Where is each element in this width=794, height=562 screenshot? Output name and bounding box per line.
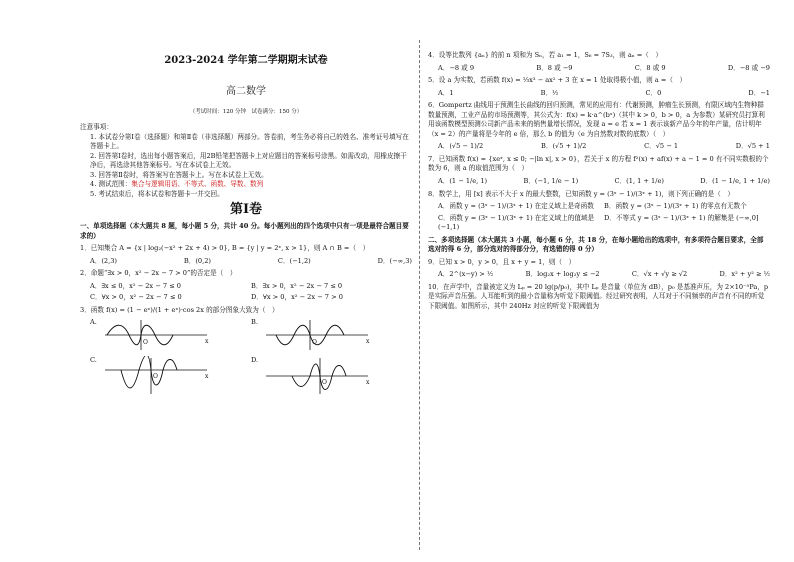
option[interactable]: D．x² + y² ≥ ½ xyxy=(719,270,770,279)
question-stem: 3．函数 f(x) = (1 − eˣ)/(1 + eˣ)·cos 2x 的部分图象大致为（ ） xyxy=(80,306,279,315)
option-label: B. xyxy=(251,317,258,326)
graph-options xyxy=(90,318,412,396)
question-7 xyxy=(428,155,770,187)
question-options xyxy=(90,282,412,303)
question-options xyxy=(438,142,770,152)
question-stem: 10．在声学中，音量被定义为 Lₚ = 20 lg(p/p₀)，其中 Lₚ 是音量（单位为 dB），p₀ 是基准声压，为 2×10⁻⁵Pa，p 是实际声音压强。人耳能听到的最小音量称为听觉下限阈值。经过研究表明，人耳对于不同频率的声音有不同的听觉下限阈值。如图所示，其中 240Hz 对应的听觉下限阈值为 xyxy=(428,282,769,311)
graph-option-c[interactable] xyxy=(90,356,251,396)
option[interactable]: B．(0,2) xyxy=(183,256,211,265)
option[interactable]: A．函数 y = (3ˣ − 1)/(3ˣ + 1) 在定义域上是奇函数 xyxy=(438,202,594,211)
option[interactable]: A．1 xyxy=(438,88,454,97)
question-stem: 6．Gompertz 曲线用于预测生长曲线的回归预测，常见的应用有：代谢预测，肿瘤生长预测，有限区域内生物种群数量预测，工业产品的市场预测等，其公式为：f(x) = k·a^(bˣ)（其中 k > 0，b > 0，a 为参数）某研究员打算利用该函数模型预测公司新产品未来的销售量增长情况，发现 a = e 若 x = 1 表示该新产品今年的年产量，估计明年（x = 2）的产量将是今年的 e 倍，那么 b 的值为（e 为自然数对数的底数）（ ） xyxy=(428,101,765,138)
question-options xyxy=(438,202,770,233)
question-stem: 2．命题“∃x > 0，x² − 2x − 7 > 0”的否定是（ ） xyxy=(80,269,237,278)
option[interactable]: A．(√5 − 1)/2 xyxy=(438,142,484,151)
question-options xyxy=(438,64,770,74)
question-options xyxy=(438,270,770,280)
exam-title: 2023-2024 学年第二学期期末试卷 xyxy=(164,55,328,66)
section-heading: 二、多项选择题（本大题共 3 小题，每小题 6 分，共 18 分，在每小题给出的选项中，有多项符合题目要求，全部选对的得 6 分，部分选对的得部分分，有选错的得 0 分） xyxy=(428,235,764,254)
option[interactable]: B．函数 y = (3ˣ − 1)/(3ˣ + 1) 的零点有无数个 xyxy=(604,202,747,211)
option-label: C. xyxy=(90,355,97,364)
option[interactable]: A．−8 或 9 xyxy=(438,63,475,72)
option[interactable]: C．√x + √y ≥ √2 xyxy=(631,270,688,279)
notice-item: 1. 本试卷分第Ⅰ卷（选择题）和第Ⅱ卷（非选择题）两部分。答卷前，考生务必将自己的姓名、准考证号填写在答题卡上。 xyxy=(90,132,409,151)
question-options xyxy=(90,257,412,267)
question-options xyxy=(438,89,770,99)
question-2 xyxy=(80,269,412,303)
option[interactable]: D．不等式 y = (3ˣ − 1)/(3ˣ + 1) 的解集是 (−∞,0] xyxy=(604,213,759,222)
section-heading: 一、单项选择题（本大题共 8 题，每小题 5 分，共计 40 分。每小题列出的四个选项中只有一项是最符合题目要求的） xyxy=(80,222,409,240)
notice-list xyxy=(90,133,412,200)
svg-text:O: O xyxy=(142,338,148,346)
graph-option-d[interactable] xyxy=(251,356,412,396)
exam-info: （考试时间：120 分钟 试卷满分：150 分） xyxy=(189,109,303,115)
svg-text:O: O xyxy=(311,338,317,346)
notice-item-label: 4. 测试范围： xyxy=(90,180,132,189)
question-stem: 8．数学上，用 [x] 表示不大于 x 的最大整数，已知函数 y = (3ˣ − 1)/(3ˣ + 1)，则下列正确的是（ ） xyxy=(428,189,735,198)
graph-option-b[interactable] xyxy=(251,318,412,352)
option[interactable]: D．(−∞,3) xyxy=(377,256,412,265)
svg-text:x: x xyxy=(204,337,209,345)
option[interactable]: B．(−1, 1/e − 1) xyxy=(523,177,579,186)
volume-title: 第Ⅰ卷 xyxy=(229,202,263,218)
function-graph-a xyxy=(101,318,211,352)
option[interactable]: D．−8 或 −9 xyxy=(727,63,770,72)
svg-text:x: x xyxy=(366,378,370,386)
option[interactable]: C．8 或 9 xyxy=(634,63,666,72)
notice-heading: 注意事项： xyxy=(80,122,113,131)
question-3 xyxy=(80,306,412,396)
question-4 xyxy=(428,51,770,73)
option[interactable]: C．√5 − 1 xyxy=(644,142,679,151)
function-graph-d xyxy=(262,356,372,396)
notice-item: 5. 考试结束后，将本试卷和答题卡一并交回。 xyxy=(90,189,224,198)
question-stem: 9．已知 x > 0，y > 0，且 x + y = 1，则（ ） xyxy=(428,257,576,266)
svg-text:O: O xyxy=(322,378,328,386)
option[interactable]: A．2^(x−y) > ½ xyxy=(438,270,494,279)
question-stem: 5．设 a 为实数，若函数 f(x) = ⅓x³ − ax² + 3 在 x = 1 处取得极小值，则 a =（ ） xyxy=(428,76,687,85)
question-8 xyxy=(428,190,770,233)
function-graph-b xyxy=(262,318,372,352)
question-stem: 1．已知集合 A = {x | log₂(−x² + 2x + 4) > 0}, B = {y | y = 2ˣ, x > 1}，则 A ∩ B =（ ） xyxy=(80,244,370,253)
option[interactable]: D．√5 + 1 xyxy=(735,142,770,151)
option[interactable]: A．∃x ≤ 0，x² − 2x − 7 ≤ 0 xyxy=(90,281,181,290)
column-divider xyxy=(419,40,420,550)
exam-subject: 高二数学 xyxy=(226,85,266,97)
question-stem: 7．已知函数 f(x) = {xeˣ, x ≤ 0; −|ln x|, x > 0}，若关于 x 的方程 f²(x) + af(x) + a − 1 = 0 有不同实数根的个数为 6，则 a 的取值范围为（ ） xyxy=(428,154,769,173)
option[interactable]: C．∀x > 0，x² − 2x − 7 ≤ 0 xyxy=(90,293,182,302)
question-9 xyxy=(428,258,770,280)
option[interactable]: B．log₂x + log₂y ≤ −2 xyxy=(525,270,600,279)
option[interactable]: D．−1 xyxy=(748,88,770,97)
option-label: A. xyxy=(90,317,97,326)
option[interactable]: C．(1, 1 + 1/e) xyxy=(614,177,664,186)
option[interactable]: C．0 xyxy=(645,88,662,97)
notice-item xyxy=(90,180,412,190)
option[interactable]: A．(2,3) xyxy=(90,256,117,265)
right-column xyxy=(428,48,770,312)
option[interactable]: B．∃x > 0，x² − 2x − 7 ≤ 0 xyxy=(251,281,343,290)
option[interactable]: B．(√5 + 1)/2 xyxy=(541,142,587,151)
svg-text:x: x xyxy=(204,372,209,380)
notice-item: 2. 回答第Ⅰ卷时，选出每小题答案后，用2B铅笔把答题卡上对应题目的答案标号涂黑。如需改动，用橡皮擦干净后，再选涂其他答案标号。写在本试卷上无效。 xyxy=(90,151,407,170)
option[interactable]: D．∀x > 0，x² − 2x − 7 > 0 xyxy=(251,293,343,302)
option[interactable]: A．(1 − 1/e, 1) xyxy=(438,177,488,186)
option[interactable]: C．函数 y = (3ˣ − 1)/(3ˣ + 1) 在定义域上的值域是 (−1,1) xyxy=(438,213,595,232)
option-label: D. xyxy=(251,355,259,364)
graph-option-a[interactable] xyxy=(90,318,251,352)
question-options xyxy=(438,177,770,187)
option[interactable]: B．½ xyxy=(540,88,559,97)
test-scope: 集合与逻辑用语、不等式、函数、导数、数列 xyxy=(131,180,264,189)
question-5 xyxy=(428,76,770,98)
question-6 xyxy=(428,101,770,152)
option[interactable]: B．8 或 −9 xyxy=(536,63,573,72)
question-1 xyxy=(80,244,412,266)
option[interactable]: C．(−1,2) xyxy=(277,256,311,265)
question-stem: 4．设等比数列 {aₙ} 的前 n 项和为 Sₙ，若 a₁ = 1，S₆ = 7S₃，则 aₙ =（ ） xyxy=(428,51,663,59)
question-10 xyxy=(428,283,770,312)
option[interactable]: D．(1 − 1/e, 1 + 1/e) xyxy=(700,177,770,186)
left-column xyxy=(80,48,412,396)
notice-item: 3. 回答第Ⅱ卷时，将答案写在答题卡上。写在本试卷上无效。 xyxy=(90,170,268,179)
svg-text:O: O xyxy=(152,372,158,380)
function-graph-c xyxy=(101,356,211,396)
svg-text:x: x xyxy=(365,337,370,345)
